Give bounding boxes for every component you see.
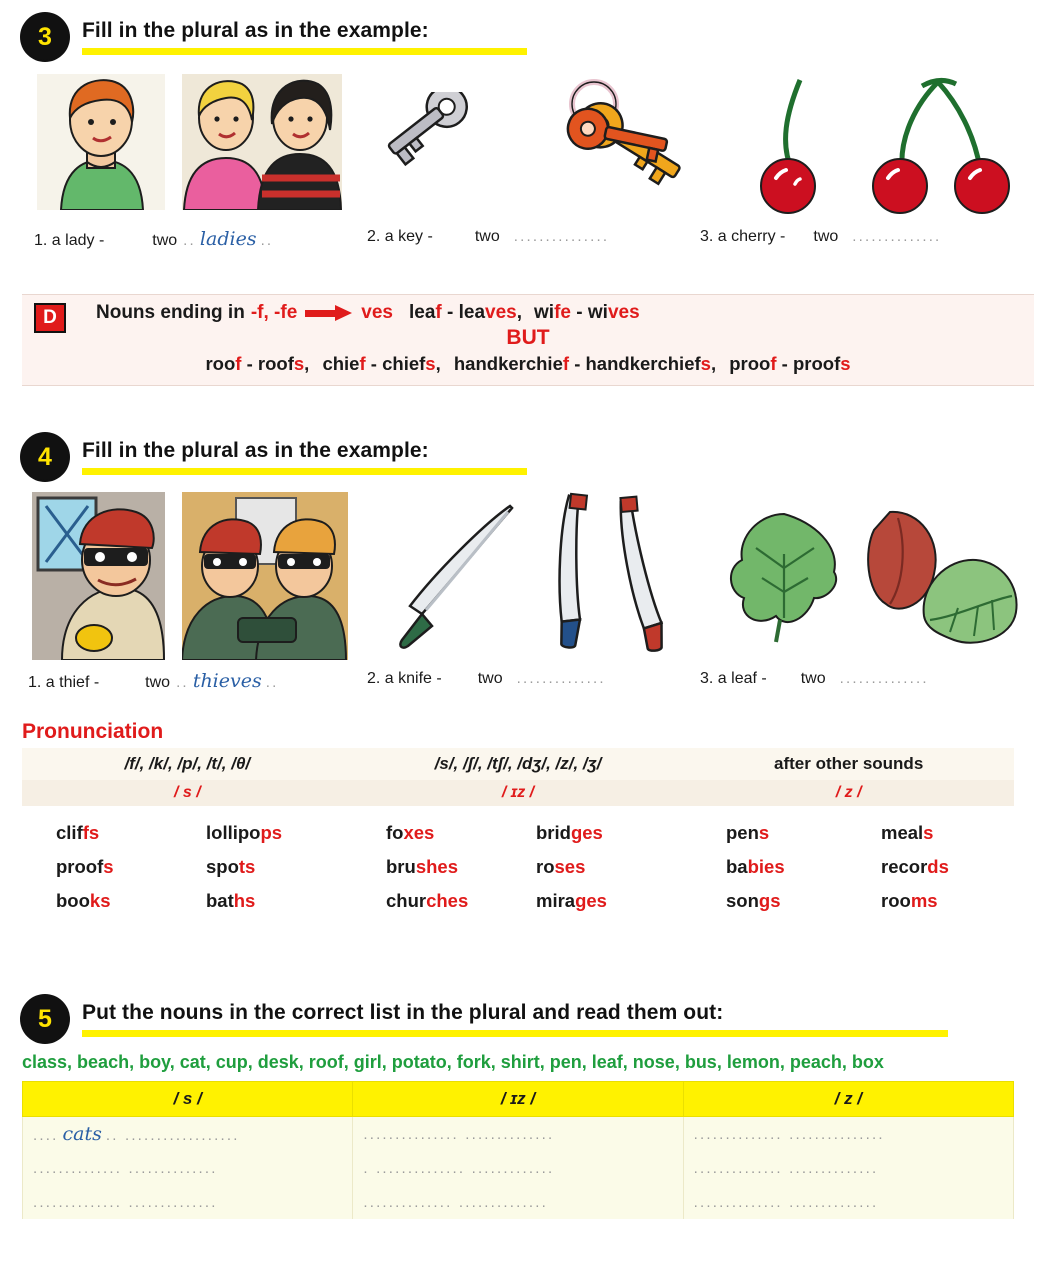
item-index: 1. [28,674,42,691]
item-two-label: two [474,228,500,245]
exercise-3-item-3 [700,228,941,246]
item-index: 3. [700,670,714,687]
word-column-z-a [726,816,881,919]
item-index: 3. [700,228,714,245]
rule-ves: ves [361,302,393,323]
leaf-illustration [722,508,847,648]
answer-blank[interactable]: .............. [516,670,606,687]
table-row [23,1117,1014,1152]
table5-cell-iz-3[interactable]: .............. .............. [353,1185,683,1219]
exercise-4 [22,434,1034,698]
answer-dots: .. [183,232,196,249]
exercise-3-item-2 [367,228,609,246]
word-column-iz-b [536,816,726,919]
exercise-4-number: 4 [22,434,68,480]
pron-sub-col-3: / z / [683,780,1014,806]
exercise-3-title-underline [82,48,527,55]
word-item: meals [881,822,934,843]
exercise-4-item-1 [28,670,278,692]
table-row [23,1185,1014,1219]
answer-dots: .. [265,674,279,691]
word-item: books [56,890,111,912]
pronunciation-head-row [22,748,1014,780]
answer-blank[interactable]: .............. [852,228,942,245]
pron-sub-col-1: / s / [22,780,353,806]
item-singular: a thief - [45,674,100,691]
exercise-3 [22,14,1034,256]
cell-handwriting: cats [62,1123,102,1145]
exercise-5-header-row [23,1082,1014,1117]
rule-example-wife: wife - wives [534,302,640,323]
rule-line-1 [96,302,1024,324]
exercise-3-answers [22,228,1034,256]
exercise-4-title-underline [82,468,527,475]
item-two-label: two [145,674,171,691]
item-index: 1. [34,232,48,249]
item-singular: a cherry - [717,228,786,245]
knives-illustration [527,492,702,652]
pron-head-col-3: after other sounds [683,748,1014,780]
exercise-4-item-3 [700,670,929,688]
keys-illustration [532,78,707,210]
word-column-s-a [22,816,206,919]
answer-dots: .. [176,674,189,691]
table5-cell-z-3[interactable]: .............. .............. [683,1185,1013,1219]
arrow-right-icon [305,306,353,320]
exercise-3-header [22,14,1034,60]
exercise-5 [22,996,1014,1219]
leaves-illustration [850,500,1030,650]
table5-cell-s-1[interactable] [23,1117,353,1152]
exercise-5-table [22,1081,1014,1219]
table5-cell-z-2[interactable]: .............. .............. [683,1151,1013,1185]
item-two-label: two [813,228,839,245]
rule-endings: -f, -fe [250,302,298,323]
word-item: roses [536,856,586,878]
exercise-4-answers [22,670,1034,698]
word-item: spots [206,856,256,878]
cell-dots: .. .................. [105,1127,240,1144]
word-item: records [881,856,949,878]
rule-box-d [22,294,1034,386]
item-index: 2. [367,670,381,687]
rule-badge-d: D [34,303,66,333]
word-item: churches [386,890,469,912]
item-singular: a knife - [384,670,442,687]
pronunciation-sub-row [22,780,1014,806]
exercise-3-title: Fill in the plural as in the example: [82,19,429,42]
rule-example-chief: chief - chiefs, [322,353,441,374]
table5-cell-s-3[interactable]: .............. .............. [23,1185,353,1219]
item-singular: a leaf - [717,670,767,687]
rule-example-leaf: leaf - leaves, [408,302,523,323]
exercise-4-title: Fill in the plural as in the example: [82,439,429,462]
pron-head-col-1: /f/, /k/, /p/, /t/, /θ/ [22,748,353,780]
thieves-illustration [182,492,348,660]
exercise-5-title: Put the nouns in the correct list in the plural and read them out: [82,1001,724,1024]
answer-blank[interactable]: ............... [513,228,610,245]
table5-header-iz: / ɪz / [353,1082,683,1117]
table5-cell-iz-2[interactable]: . .............. ............. [353,1151,683,1185]
item-two-label: two [800,670,826,687]
item-singular: a lady - [51,232,105,249]
item-two-label: two [152,232,178,249]
word-item: baths [206,890,256,912]
word-item: proofs [56,856,114,878]
word-item: pens [726,822,770,843]
word-column-s-b [206,816,386,919]
exercise-3-item-1 [34,228,273,250]
cherry-illustration [740,74,850,214]
rule-line-3 [32,353,1024,375]
word-item: rooms [881,890,938,912]
two-ladies-illustration [182,74,342,210]
exercise-4-images [22,492,1034,664]
item-index: 2. [367,228,381,245]
word-item: mirages [536,890,607,912]
word-column-iz-a [386,816,536,919]
rule-example-roof: roof - roofs, [205,353,310,374]
table-row [23,1151,1014,1185]
exercise-5-noun-list: class, beach, boy, cat, cup, desk, roof, girl, potato, fork, shirt, pen, leaf, nose, bus, lemon, peach, box [22,1052,884,1072]
word-item: brushes [386,856,458,878]
knife-illustration [392,502,527,652]
rule-but-label: BUT [506,326,550,349]
exercise-4-header [22,434,1034,480]
cell-dots: .... [33,1127,59,1144]
exercise-4-item-2 [367,670,606,688]
table5-cell-iz-1[interactable]: ............... .............. [353,1117,683,1152]
pronunciation-table [22,748,1014,806]
exercise-5-number: 5 [22,996,68,1042]
answer-dots: .. [260,232,274,249]
exercise-5-title-underline [82,1030,948,1037]
table5-header-z: / z / [683,1082,1013,1117]
table5-header-s: / s / [23,1082,353,1117]
exercise-3-number: 3 [22,14,68,60]
cherries-illustration [862,74,1027,214]
answer-handwriting[interactable]: thieves [192,670,262,692]
item-singular: a key - [384,228,433,245]
exercise-3-images [22,74,1034,224]
pronunciation-title: Pronunciation [22,720,164,743]
word-item: foxes [386,822,435,843]
word-item: bridges [536,822,603,843]
rule-example-handkerchief: handkerchief - handkerchiefs, [453,353,717,374]
exercise-5-header [22,996,1014,1042]
pron-head-col-2: /s/, /ʃ/, /tʃ/, /dʒ/, /z/, /ʒ/ [353,748,684,780]
answer-blank[interactable]: .............. [839,670,929,687]
word-item: songs [726,890,781,912]
word-item: babies [726,856,785,878]
key-illustration [382,92,512,210]
rule-text-prefix: Nouns ending in [96,302,245,323]
lady-illustration [37,74,165,210]
answer-handwriting[interactable]: ladies [199,228,257,250]
rule-example-proof: proof - proofs [729,353,851,374]
thief-illustration [32,492,165,660]
table5-cell-s-2[interactable]: .............. .............. [23,1151,353,1185]
word-item: lollipops [206,822,283,843]
word-column-z-b [881,816,1014,919]
table5-cell-z-1[interactable]: .............. ............... [683,1117,1013,1152]
word-item: cliffs [56,822,100,843]
pronunciation-word-columns [22,816,1014,919]
pronunciation-section [22,706,1014,919]
pron-sub-col-2: / ɪz / [353,780,684,806]
item-two-label: two [477,670,503,687]
